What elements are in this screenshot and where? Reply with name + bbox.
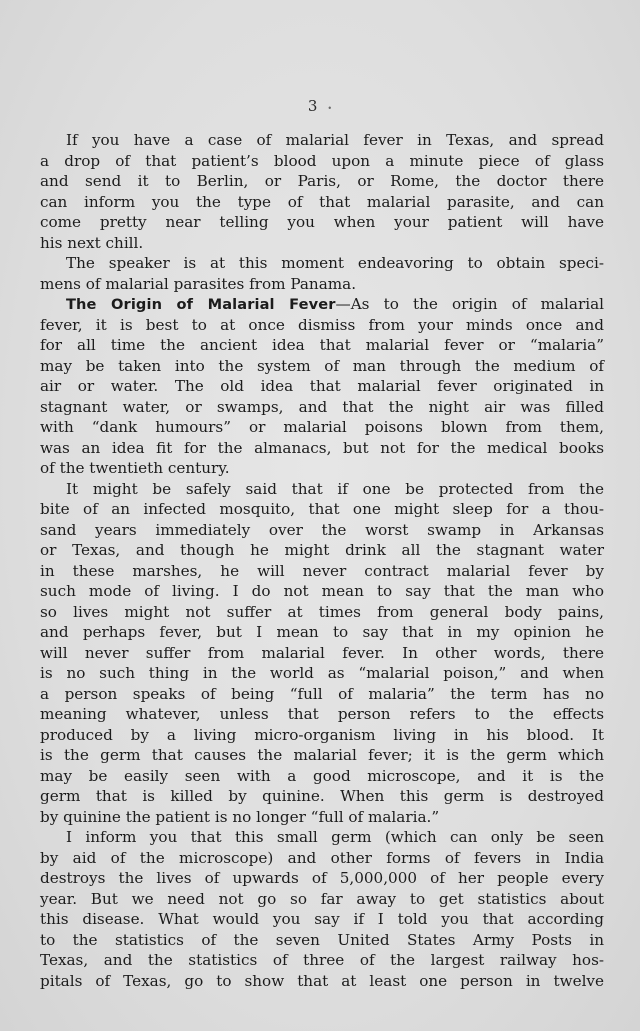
text-line: It might be safely said that if one be protected from the: [66, 479, 604, 498]
heading-line-rest: —As to the origin of malarial: [335, 295, 604, 313]
text-line: If you have a case of malarial fever in Texas, and spread: [66, 131, 604, 149]
text-line: may be easily seen with a good microscope, and it is the: [40, 766, 604, 785]
ink-mark: •: [327, 104, 333, 113]
text-line: by quinine the patient is no longer “full of malaria.”: [40, 807, 440, 826]
body-text: [40, 130, 604, 991]
text-line: germ that is killed by quinine. When this germ is destroyed: [40, 787, 604, 805]
text-line: such mode of living. I do not mean to say that the man who: [40, 582, 604, 600]
text-line: air or water. The old idea that malarial fever originated in: [40, 377, 604, 395]
text-line: fever, it is best to at once dismiss from your minds once and: [40, 315, 604, 334]
text-line: and perhaps fever, but I mean to say that in my opinion he: [40, 623, 604, 641]
text-line: sand years immediately over the worst swamp in Arkansas: [40, 520, 604, 539]
text-line: or Texas, and though he might drink all the stagnant water: [40, 541, 604, 559]
text-line: to the statistics of the seven United States Army Posts in: [40, 930, 604, 949]
text-line: stagnant water, or swamps, and that the night air was filled: [40, 397, 604, 416]
text-line: with “dank humours” or malarial poisons blown from them,: [40, 418, 604, 436]
text-line: for all time the ancient idea that malarial fever or “malaria”: [40, 336, 604, 354]
text-line: is the germ that causes the malarial fever; it is the germ which: [40, 746, 604, 764]
paragraph-4: [40, 479, 604, 828]
text-line: produced by a living micro-organism living in his blood. It: [40, 725, 604, 744]
text-line: may be taken into the system of man through the medium of: [40, 356, 604, 375]
text-line: come pretty near telling you when your patient will have: [40, 213, 604, 231]
text-line: bite of an infected mosquito, that one might sleep for a thou-: [40, 500, 604, 518]
text-line: is no such thing in the world as “malarial poison,” and when: [40, 664, 604, 682]
text-line: pitals of Texas, go to show that at least one person in twelve: [40, 971, 604, 990]
text-line: year. But we need not go so far away to get statistics about: [40, 889, 604, 908]
text-line: by aid of the microscope) and other forms of fevers in India: [40, 848, 604, 867]
text-line: mens of malarial parasites from Panama.: [40, 274, 357, 293]
text-line: a drop of that patient’s blood upon a minute piece of glass: [40, 151, 604, 170]
text-line: The speaker is at this moment endeavoring to obtain speci-: [66, 254, 604, 272]
page-number: 3 •: [307, 97, 333, 115]
text-line: and send it to Berlin, or Paris, or Rome, the doctor there: [40, 172, 604, 190]
paragraph-5: [40, 827, 604, 991]
text-line: destroys the lives of upwards of 5,000,000 of her people every: [40, 869, 604, 887]
paragraph-3: [40, 294, 604, 479]
text-line: his next chill.: [40, 233, 144, 252]
text-line: can inform you the type of that malarial parasite, and can: [40, 192, 604, 211]
text-line: was an idea fit for the almanacs, but not for the medical books: [40, 438, 604, 457]
text-line: in these marshes, he will never contract malarial fever by: [40, 561, 604, 580]
text-line: a person speaks of being “full of malaria” the term has no: [40, 684, 604, 703]
text-line: I inform you that this small germ (which can only be seen: [66, 828, 604, 846]
section-heading: The Origin of Malarial Fever: [66, 296, 336, 313]
text-line: meaning whatever, unless that person refers to the effects: [40, 705, 604, 723]
paragraph-2: [40, 253, 604, 294]
text-line: Texas, and the statistics of three of the largest railway hos-: [40, 951, 604, 969]
paragraph-1: [40, 130, 604, 253]
text-line: this disease. What would you say if I told you that according: [40, 910, 604, 928]
text-line: will never suffer from malarial fever. In other words, there: [40, 643, 604, 662]
text-line: of the twentieth century.: [40, 459, 230, 477]
text-line: so lives might not suffer at times from general body pains,: [40, 602, 604, 621]
text-line: [40, 294, 604, 315]
